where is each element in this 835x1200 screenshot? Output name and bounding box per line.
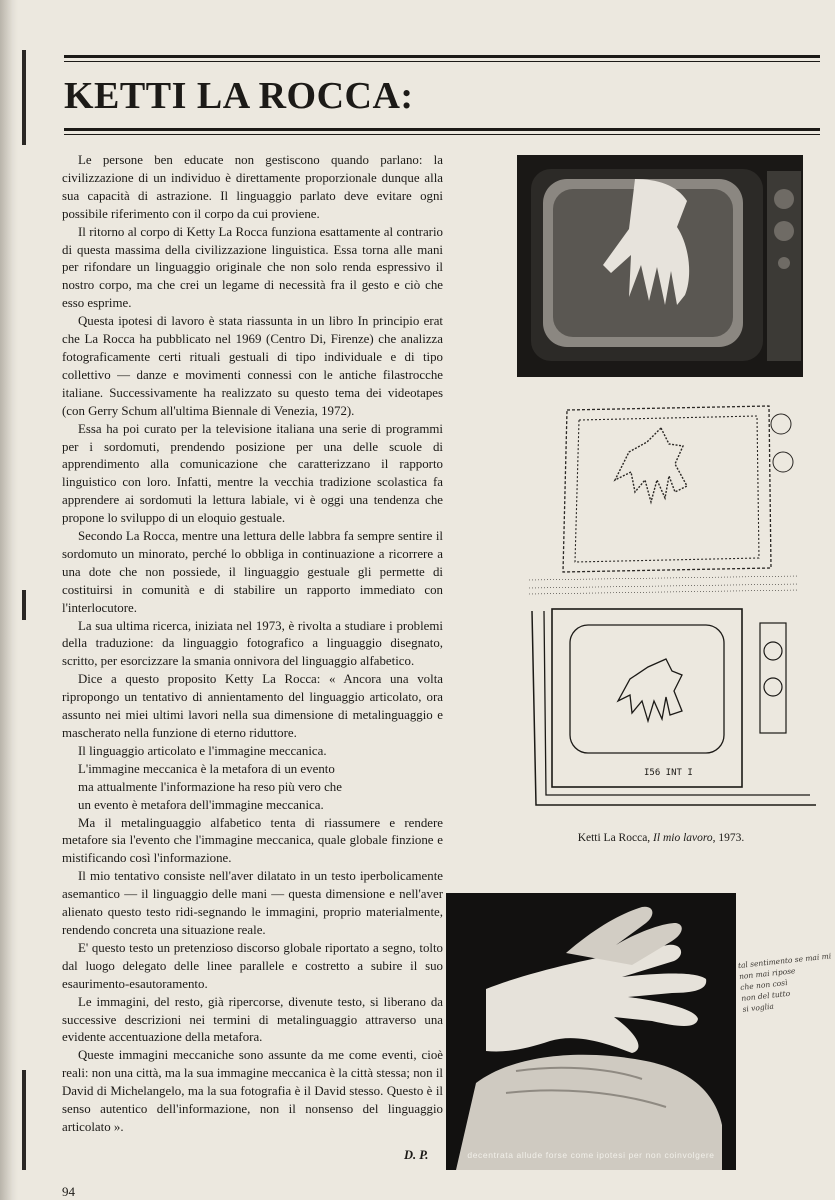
poem-line: ma attualmente l'informazione ha reso più vero che <box>78 779 342 794</box>
handwritten-annotation: tal sentimento se mai mi non mai ripose che non così non del tutto si voglia <box>737 951 832 1014</box>
article-title: KETTI LA ROCCA: <box>64 75 414 117</box>
title-rule-bottom-thin <box>64 134 820 135</box>
article-body <box>62 152 443 1137</box>
author-signature: D. P. <box>404 1148 429 1162</box>
poem-line: un evento è metafora dell'immagine meccanica. <box>78 797 324 812</box>
page-spine <box>0 0 18 1200</box>
paragraph: E' questo testo un pretenzioso discorso globale riportato a segno, tolto dal luogo delegato delle linee parallele e costretto a subire il suo esaurimento-esautoramento. <box>62 940 443 991</box>
tv-channel-label: I56 INT I <box>644 768 693 778</box>
title-rule-top <box>64 55 820 58</box>
page-number: 94 <box>62 1184 75 1199</box>
paragraph: Questa ipotesi di lavoro è stata riassunta in un libro In principio erat che La Rocca ha pubblicato nel 1969 (Centro Di, Firenze) che analizza fotograficamente certi rituali gestuali di tipo individuale e di tipo collettivo — danze e movimenti connessi con le antiche filastrocche italiane. Successivamente ha realizzato su questo tema dei videotapes (con Gerry Schum all'ultima Biennale di Venezia, 1972). <box>62 314 443 418</box>
paragraph: La sua ultima ricerca, iniziata nel 1973, è rivolta a studiare i problemi della traduzione: da linguaggio fotografico a linguaggio disegnato, scritto, per esorcizzare la smania onnivora del linguaggio alfabetico. <box>62 618 443 669</box>
tv-line-drawing <box>526 605 818 813</box>
figure-caption <box>516 832 806 844</box>
paragraph: Secondo La Rocca, mentre una lettura delle labbra fa sempre sentire il sordomuto un minorato, perché lo obbliga in continuazione a ricorrere a una dote che non possiede, il linguaggio gestuale gli permette di costituirsi in comunità e di stabilire un rapporto immediato con l'interlocutore. <box>62 529 443 615</box>
hands-photo <box>446 893 736 1170</box>
photo-caption: decentrata allude forse come ipotesi per non coinvolgere <box>467 1150 715 1160</box>
paragraph: Il ritorno al corpo di Ketty La Rocca funziona esattamente al contrario di questa massima della civilizzazione linguistica. Essa torna alle mani per rifondare un linguaggio originale che non solo renda espressivo il nostro corpo, ma che crei un legame di necessità fra il gesto e ciò che esso esprime. <box>62 224 443 311</box>
spine-mark <box>22 590 26 620</box>
caption-work-title: Il mio lavoro <box>653 832 713 844</box>
paragraph: Essa ha poi curato per la televisione italiana una serie di programmi per i sordomuti, prendendo posizione per una delle scuole di apprendimento alla comunicazione che caratterizzano il rapporto linguistico con loro. Infatti, mentre la vecchia tradizione scolastica fa apprendere ai sordomuti la lettura labiale, vi è oggi una tendenza che propone lo sviluppo di un eloquio gestuale. <box>62 421 443 526</box>
spine-mark <box>22 50 26 145</box>
caption-year: , 1973. <box>712 832 745 844</box>
tv-hand-photo <box>517 155 803 377</box>
paragraph: Le immagini, del resto, già ripercorse, divenute testo, si liberano da successive descrizioni nei termini di metalinguaggio attraverso una evidente accentuazione della metafora. <box>62 994 443 1045</box>
poem-line: Il linguaggio articolato e l'immagine meccanica. <box>78 743 327 758</box>
paragraph: Dice a questo proposito Ketty La Rocca: « Ancora una volta ripropongo un tentativo di annientamento del linguaggio articolato, ora assunto nei miei ultimi lavori nella sua dimensione di metalinguaggio e mascherato nella funzione di eterno riduttore. <box>62 672 443 740</box>
paragraph: Le persone ben educate non gestiscono quando parlano: la civilizzazione di un individuo è direttamente proporzionale dunque alla sua capacità di astrazione. Il linguaggio parlato deve evitare ogni possibile riferimento con il corpo da cui proviene. <box>62 153 443 221</box>
title-rule-bottom <box>64 128 820 131</box>
caption-author: Ketti La Rocca, <box>577 832 654 844</box>
paragraph: Queste immagini meccaniche sono assunte da me come eventi, cioè reali: non una città, ma la sua immagine meccanica è la città stessa; non il David di Michelangelo, ma la sua fotografia è il David stesso. Questo è il senso autentico dell'informazione, non il nonsenso del linguaggio articolato ». <box>62 1048 443 1134</box>
spine-mark <box>22 1070 26 1170</box>
paragraph: Ma il metalinguaggio alfabetico tenta di riassumere e rendere metafore sia l'evento che l'immagine meccanica, quale globale finzione e mistificando così l'informazione. <box>62 815 443 866</box>
handwriting-drawing <box>519 380 809 600</box>
poem-line: L'immagine meccanica è la metafora di un evento <box>78 761 335 776</box>
title-rule-top-thin <box>64 61 820 62</box>
paragraph: Il mio tentativo consiste nell'aver dilatato in un testo iperbolicamente asemantico — il linguaggio delle mani — questa dimensione e nell'aver alienato questo testo ridi-segnando le immagini, proprio materialmente, rendendo concreta una situazione reale. <box>62 869 443 937</box>
